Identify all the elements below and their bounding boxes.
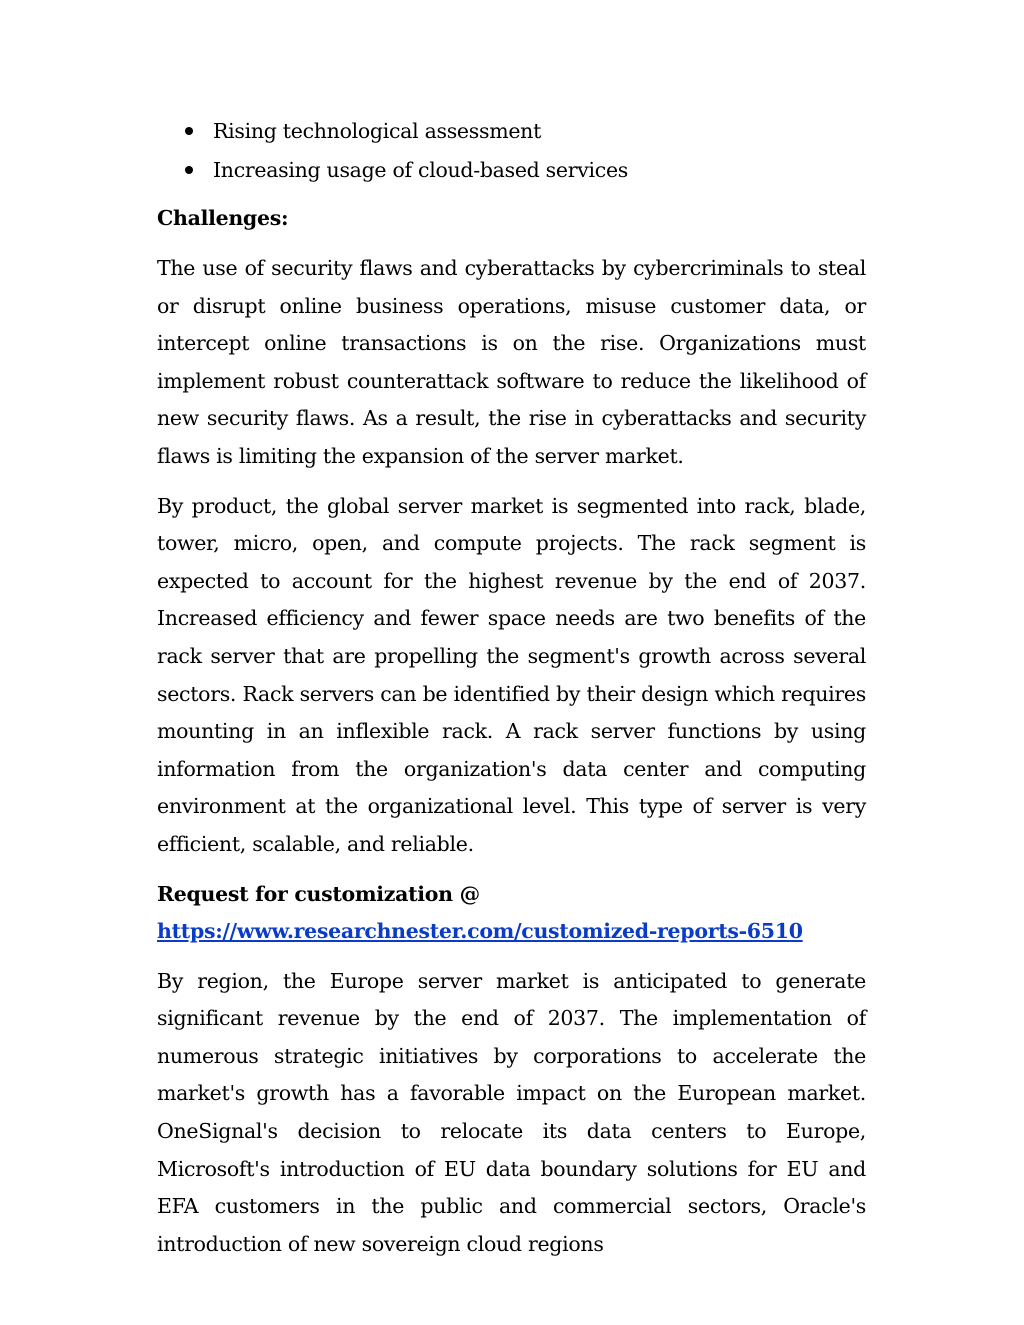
- challenges-paragraph: The use of security flaws and cyberattacks by cybercriminals to steal or disrupt online business operations, misuse customer data, or intercept online transactions is on the rise. Organizations must implement robust counterattack software to reduce the likelihood of new security flaws. As a result, the rise in cyberattacks and security flaws is limiting the expansion of the server market.: [157, 256, 866, 468]
- bullet-list: [157, 112, 866, 190]
- bullet-icon: [185, 127, 193, 135]
- region-paragraph: By region, the Europe server market is anticipated to generate significant revenue by the end of 2037. The implementation of numerous strategic initiatives by corporations to accelerate the market's growth has a favorable impact on the European market. OneSignal's decision to relocate its data centers to Europe, Microsoft's introduction of EU data boundary solutions for EU and EFA customers in the public and commercial sectors, Oracle's introduction of new sovereign cloud regions: [157, 968, 866, 1256]
- product-segment-paragraph: By product, the global server market is segmented into rack, blade, tower, micro, open, and compute projects. The rack segment is expected to account for the highest revenue by the end of 2037. Increased efficiency and fewer space needs are two benefits of the rack server that are propelling the segment's growth across several sectors. Rack servers can be identified by their design which requires mounting in an inflexible rack. A rack server functions by using information from the organization's data center and computing environment at the organizational level. This type of server is very efficient, scalable, and reliable.: [157, 493, 866, 856]
- page-content: [157, 112, 866, 1275]
- bullet-item: [157, 112, 866, 151]
- customization-label: Request for customization @: [157, 881, 480, 906]
- bullet-text: Rising technological assessment: [213, 119, 542, 143]
- bullet-item: [157, 151, 866, 190]
- customization-link[interactable]: https://www.researchnester.com/customized-reports-6510: [157, 919, 803, 944]
- challenges-heading: Challenges:: [157, 206, 289, 230]
- bullet-icon: [185, 166, 193, 174]
- bullet-text: Increasing usage of cloud-based services: [213, 158, 629, 182]
- customization-request: [157, 876, 866, 963]
